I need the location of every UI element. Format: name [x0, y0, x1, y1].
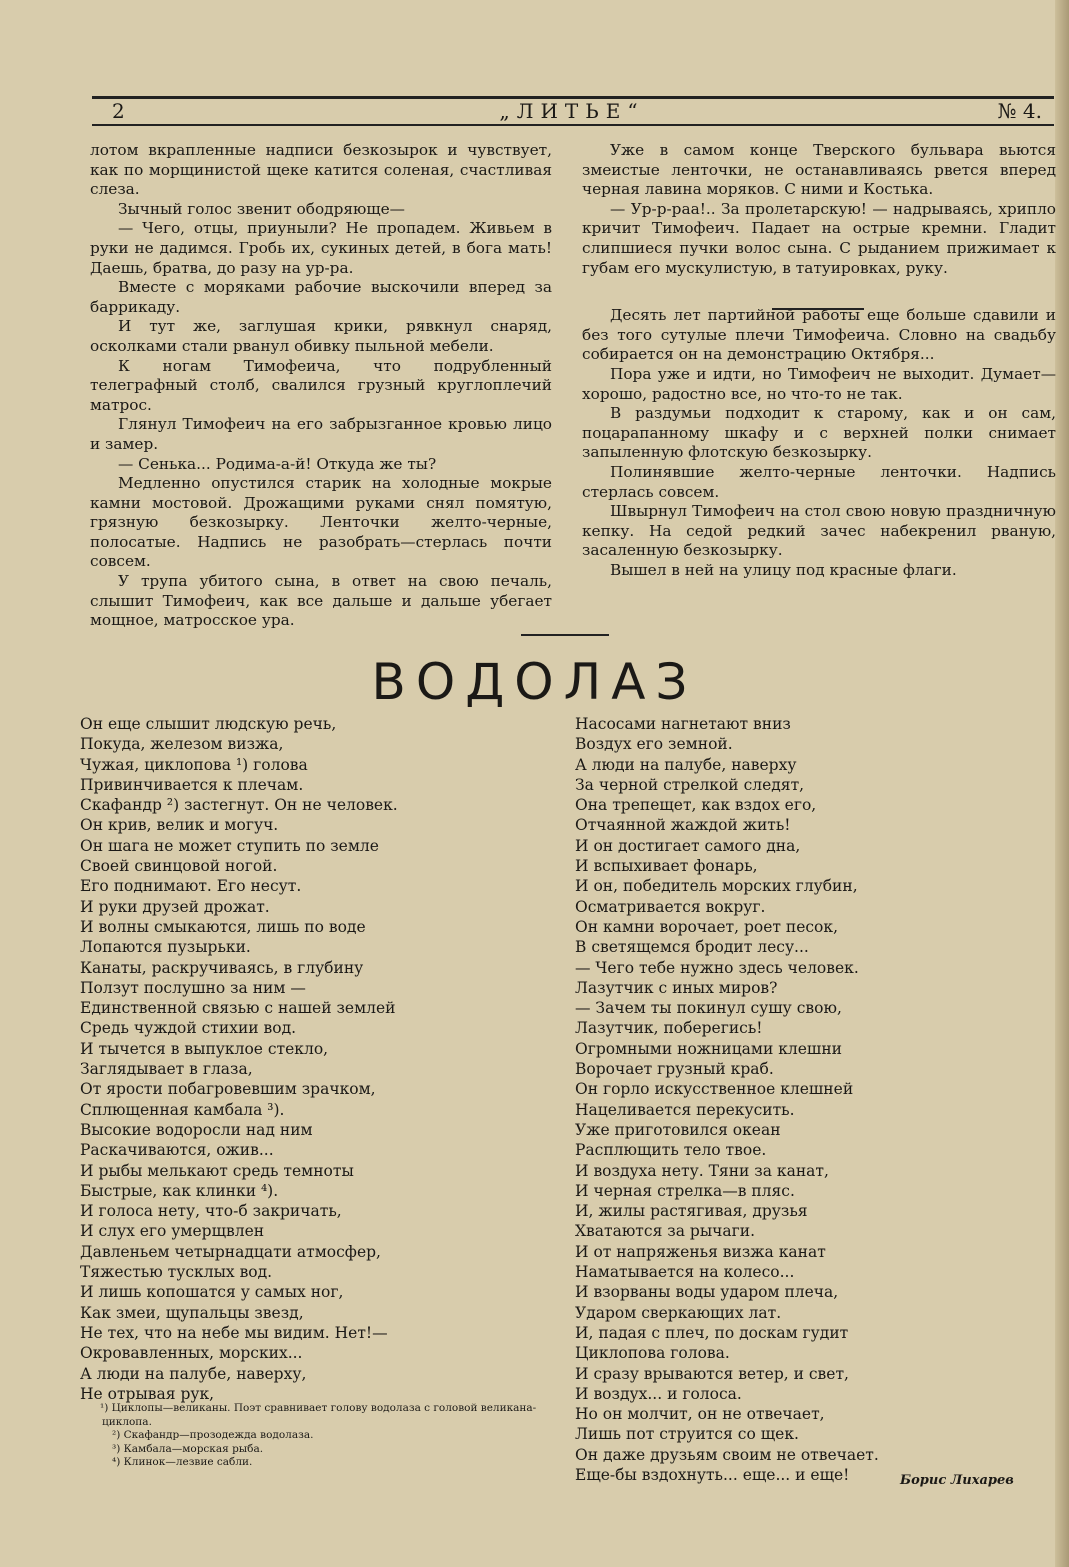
verse-line: Тяжестью тусклых вод. — [80, 1263, 273, 1282]
paragraph: лотом вкрапленные надписи безкозырок и чувствует, как по морщинистой щеке катится соленая, счастливая слеза. — [90, 141, 552, 199]
issue-number: № 4. — [997, 99, 1042, 123]
verse-line: И лишь копошатся у самых ног, — [80, 1283, 344, 1302]
verse-line: Уже приготовился океан — [575, 1120, 781, 1139]
section-divider — [772, 308, 864, 310]
footnote: ²) Скафандр—прозодежда водолаза. — [112, 1429, 314, 1441]
verse-line: Как змеи, щупальцы звезд, — [80, 1303, 304, 1322]
verse-line: И от напряженья визжа канат — [575, 1242, 826, 1261]
verse-line: Единственной связью с нашей землей — [80, 999, 396, 1018]
verse-line: Воздух его земной. — [575, 735, 733, 754]
paragraph: Полинявшие желто-черные ленточки. Надпись стерлась совсем. — [582, 462, 1056, 501]
article-divider — [521, 634, 609, 636]
verse-line: Давленьем четырнадцати атмосфер, — [80, 1242, 381, 1261]
paragraph: Уже в самом конце Тверского бульвара вьются змеистые ленточки, не останавливаясь рвется вперед черная лавина моряков. С ними и Костька. — [582, 141, 1056, 199]
paragraph: К ногам Тимофеича, что подрубленный телеграфный столб, свалился грузный круглоплечий матрос. — [90, 356, 552, 414]
verse-line: Ползут послушно за ним — — [80, 978, 306, 997]
verse-line: А люди на палубе, наверху, — [80, 1364, 307, 1383]
paragraph: — Ур-р-раа!.. За пролетарскую! — надрываясь, хрипло кричит Тимофеич. Падает на острые кремни. Гладит слипшиеся пучки волос сына. С рыданием прижимает к губам его мускулистую, в татуировках, руку. — [582, 199, 1056, 277]
verse-line: И воздух... и голоса. — [575, 1384, 742, 1403]
verse-line: Сплющенная камбала ³). — [80, 1100, 285, 1119]
paragraph: В раздумьи подходит к старому, как и он сам, поцарапанному шкафу и с верхней полки снимает запыленную флотскую безкозырку. — [582, 404, 1056, 462]
poem-title: ВОДОЛАЗ — [371, 653, 698, 711]
verse-line: Расплющить тело твое. — [575, 1141, 767, 1160]
verse-line: От ярости побагровевшим зрачком, — [80, 1080, 376, 1099]
verse-line: И взорваны воды ударом плеча, — [575, 1283, 839, 1302]
verse-line: Заглядывает в глаза, — [80, 1060, 253, 1079]
verse-line: И слух его умерщвлен — [80, 1222, 265, 1241]
verse-line: Не отрывая рук, — [80, 1384, 215, 1403]
verse-line: Лопаются пузырьки. — [80, 938, 251, 957]
verse-line: — Чего тебе нужно здесь человек. — [575, 958, 859, 977]
verse-line: И сразу врываются ветер, и свет, — [575, 1364, 849, 1383]
footnotes — [82, 1402, 562, 1470]
verse-line: Ворочает грузный краб. — [575, 1060, 774, 1079]
verse-line: Ударом сверкающих лат. — [575, 1303, 782, 1322]
verse-line: Не тех, что на небе мы видим. Нет!— — [80, 1323, 388, 1342]
verse-line: И он достигает самого дна, — [575, 836, 801, 855]
verse-line: Он горло искусственное клешней — [575, 1080, 854, 1099]
page-edge — [1055, 0, 1069, 1567]
verse-line: И волны смыкаются, лишь по воде — [80, 917, 366, 936]
footnote: ⁴) Клинок—лезвие сабли. — [112, 1456, 253, 1468]
verse-line: Привинчивается к плечам. — [80, 775, 304, 794]
verse-line: Канаты, раскручиваясь, в глубину — [80, 958, 364, 977]
verse-line: Скафандр ²) застегнут. Он не человек. — [80, 796, 398, 815]
paragraph: Медленно опустился старик на холодные мокрые камни мостовой. Дрожащими руками снял помятую, грязную безкозырку. Ленточки желто-черные, полосатые. Надпись не разобрать—стерлась почти совсем. — [90, 474, 552, 571]
verse-line: Лишь пот струится со щек. — [575, 1425, 799, 1444]
verse-line: И, жилы растягивая, друзья — [575, 1202, 808, 1221]
paragraph: Десять лет партийной работы еще больше сдавили и без того сутулые плечи Тимофеича. Словно на свадьбу собирается он на демонстрацию Октября... — [582, 306, 1056, 364]
verse-line: Он камни ворочает, роет песок, — [575, 917, 839, 936]
verse-line: Он еще слышит людскую речь, — [80, 715, 337, 733]
page-number: 2 — [112, 99, 125, 123]
verse-line: Чужая, циклопова ¹) голова — [80, 755, 308, 774]
paragraph: Швырнул Тимофеич на стол свою новую праздничную кепку. На седой редкий зачес набекренил рваную, засаленную безкозырку. — [582, 502, 1056, 560]
verse-line: Огромными ножницами клешни — [575, 1039, 843, 1058]
section-gap — [582, 278, 1056, 306]
author-signature: Борис Лихарев — [900, 1473, 1014, 1488]
paragraph: Зычный голос звенит ободряюще— — [118, 199, 405, 218]
paragraph: Пора уже и идти, но Тимофеич не выходит. Думает— хорошо, радостно все, но что-то не так. — [582, 364, 1056, 403]
verse-line: — Зачем ты покинул сушу свою, — [575, 999, 842, 1018]
paragraph: Вышел в ней на улицу под красные флаги. — [610, 560, 957, 579]
verse-line: И голоса нету, что-б закричать, — [80, 1202, 342, 1221]
poem-right-column — [575, 714, 879, 1485]
footnote: ³) Камбала—морская рыба. — [112, 1442, 264, 1455]
verse-line: Отчаянной жаждой жить! — [575, 816, 791, 835]
verse-line: За черной стрелкой следят, — [575, 775, 805, 794]
verse-line: И тычется в выпуклое стекло, — [80, 1039, 329, 1058]
footnote: ¹) Циклопы—великаны. Поэт сравнивает голову водолаза с головой великана-циклопа. — [100, 1402, 537, 1428]
verse-line: Еще-бы вздохнуть... еще... и еще! — [575, 1465, 850, 1484]
verse-line: И, падая с плеч, по доскам гудит — [575, 1323, 849, 1342]
paragraph: Глянул Тимофеич на его забрызганное кровью лицо и замер. — [90, 415, 552, 453]
paragraph: — Чего, отцы, приуныли? Не пропадем. Живьем в руки не дадимся. Гробь их, сукиных детей, в бога мать! Даешь, братва, до разу на ур-ра. — [90, 219, 552, 277]
verse-line: Он крив, велик и могуч. — [80, 816, 279, 835]
verse-line: И руки друзей дрожат. — [80, 897, 270, 916]
magazine-title: „ЛИТЬЕ“ — [499, 99, 645, 123]
prose-right-column — [582, 141, 1056, 580]
paragraph: У трупа убитого сына, в ответ на свою печаль, слышит Тимофеич, как все дальше и дальше убегает мощное, матросское ура. — [90, 572, 552, 630]
verse-line: Лазутчик с иных миров? — [575, 978, 778, 997]
verse-line: Раскачиваются, ожив... — [80, 1141, 274, 1160]
verse-line: Она трепещет, как вздох его, — [575, 796, 817, 815]
verse-line: Лазутчик, поберегись! — [575, 1019, 763, 1038]
verse-line: И вспыхивает фонарь, — [575, 857, 758, 876]
verse-line: Он шага не может ступить по земле — [80, 836, 379, 855]
verse-line: А люди на палубе, наверху — [575, 755, 797, 774]
page-header — [92, 99, 1052, 125]
verse-line: И он, победитель морских глубин, — [575, 877, 858, 896]
prose-left-column — [90, 141, 552, 631]
verse-line: В светящемся бродит лесу... — [575, 938, 809, 957]
verse-line: И воздуха нету. Тяни за канат, — [575, 1161, 829, 1180]
verse-line: Нацеливается перекусить. — [575, 1100, 795, 1119]
verse-line: Средь чуждой стихии вод. — [80, 1019, 297, 1038]
paragraph: Вместе с моряками рабочие выскочили вперед за баррикаду. — [90, 278, 552, 316]
verse-line: Хватаются за рычаги. — [575, 1222, 756, 1241]
poem-left-column — [80, 714, 398, 1404]
verse-line: Циклопова голова. — [575, 1344, 730, 1363]
verse-line: Окровавленных, морских... — [80, 1344, 303, 1363]
verse-line: Быстрые, как клинки ⁴). — [80, 1181, 279, 1200]
paragraph: И тут же, заглушая крики, рявкнул снаряд, осколками стали рванул обивку пыльной мебели. — [90, 317, 552, 355]
verse-line: Но он молчит, он не отвечает, — [575, 1405, 825, 1424]
verse-line: И черная стрелка—в пляс. — [575, 1181, 795, 1200]
verse-line: Он даже друзьям своим не отвечает. — [575, 1445, 879, 1464]
verse-line: Своей свинцовой ногой. — [80, 857, 278, 876]
verse-line: Осматривается вокруг. — [575, 897, 766, 916]
paragraph: — Сенька... Родима-а-й! Откуда же ты? — [118, 454, 437, 473]
verse-line: Наматывается на колесо... — [575, 1263, 795, 1282]
header-rule-bottom — [92, 124, 1054, 126]
verse-line: Высокие водоросли над ним — [80, 1120, 313, 1139]
verse-line: Покуда, железом визжа, — [80, 735, 284, 754]
verse-line: Его поднимают. Его несут. — [80, 877, 302, 896]
verse-line: Насосами нагнетают вниз — [575, 715, 791, 733]
verse-line: И рыбы мелькают средь темноты — [80, 1161, 354, 1180]
